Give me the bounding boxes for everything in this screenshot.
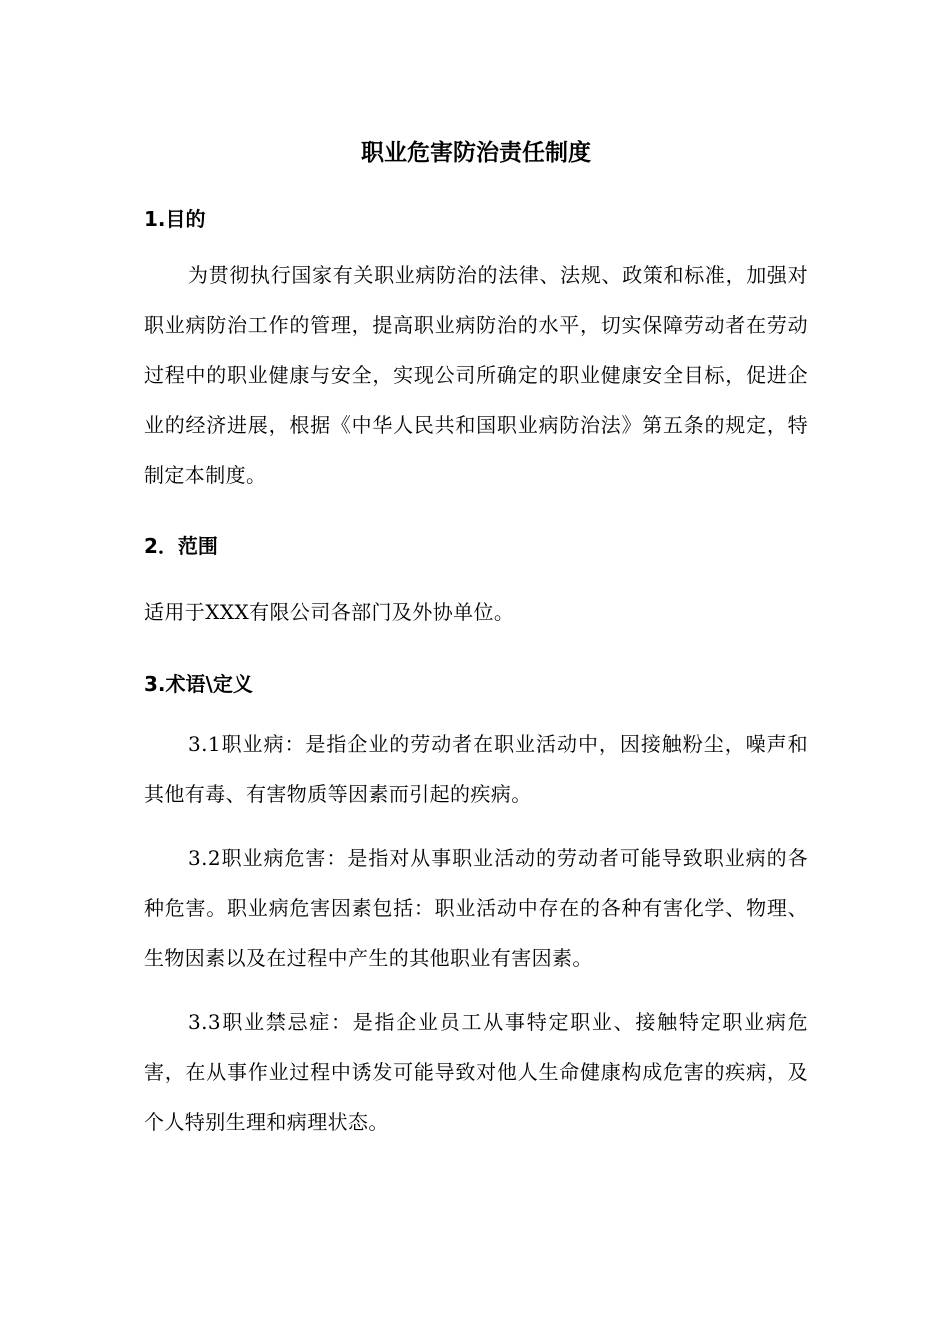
definition-occupational-hazard: 3.2职业病危害：是指对从事职业活动的劳动者可能导致职业病的各种危害。职业病危害因素包括：职业活动中存在的各种有害化学、物理、生物因素以及在过程中产生的其他职业有害因素。 (144, 846, 808, 970)
section-heading-scope: 2．范围 (144, 534, 218, 558)
document-body (144, 128, 808, 1147)
definition-contraindication: 3.3职业禁忌症：是指企业员工从事特定职业、接触特定职业病危害，在从事作业过程中诱发可能导致对他人生命健康构成危害的疾病，及个人特别生理和病理状态。 (144, 1010, 808, 1134)
page-title: 职业危害防治责任制度 (361, 140, 591, 166)
section-heading-purpose: 1.目的 (144, 207, 206, 231)
definition-occupational-disease: 3.1职业病：是指企业的劳动者在职业活动中，因接触粉尘，噪声和其他有毒、有害物质等因素而引起的疾病。 (144, 732, 808, 806)
scope-paragraph: 适用于XXX有限公司各部门及外协单位。 (144, 600, 515, 624)
section-heading-definitions: 3.术语\定义 (144, 672, 253, 696)
purpose-paragraph: 为贯彻执行国家有关职业病防治的法律、法规、政策和标准，加强对职业病防治工作的管理，提高职业病防治的水平，切实保障劳动者在劳动过程中的职业健康与安全，实现公司所确定的职业健康安全目标，促进企业的经济进展，根据《中华人民共和国职业病防治法》第五条的规定，特制定本制度。 (144, 263, 808, 487)
